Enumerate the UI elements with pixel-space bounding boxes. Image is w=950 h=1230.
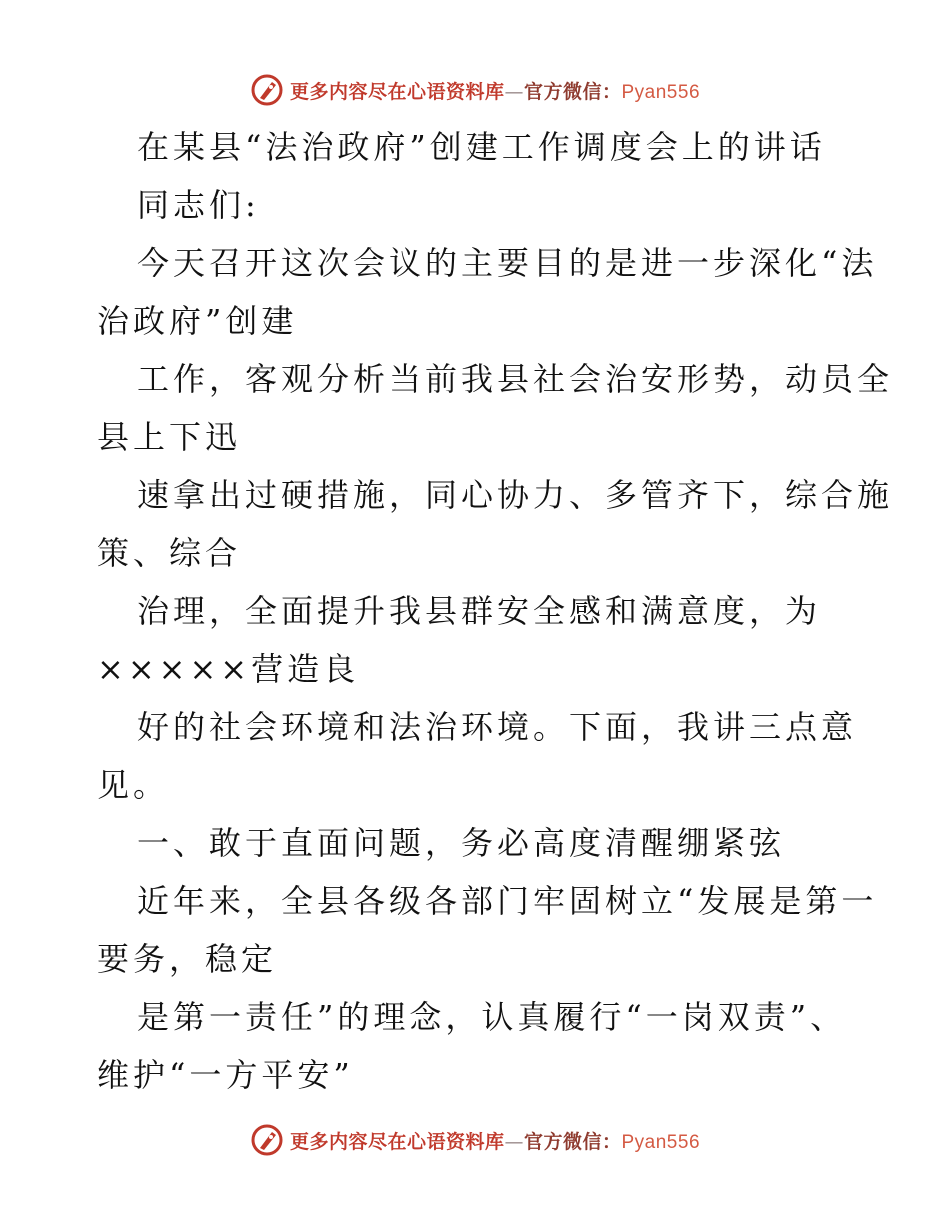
pen-nib-circle-icon — [250, 1123, 284, 1157]
paragraph-line: 治理，全面提升我县群安全感和满意度，为 — [137, 592, 822, 630]
paragraph-line: 近年来，全县各级各部门牢固树立“发展是第一 — [137, 882, 878, 920]
paragraph-line: 是第一责任”的理念，认真履行“一岗双责”、 — [137, 998, 847, 1036]
watermark-group — [250, 1123, 700, 1157]
document-title: 在某县“法治政府”创建工作调度会上的讲话 — [137, 128, 826, 166]
paragraph-line: 要务，稳定 — [97, 940, 278, 978]
paragraph-line: 治政府”创建 — [97, 302, 298, 340]
paragraph-line: 见。 — [97, 766, 170, 804]
watermark-wechat-id: Pyan556 — [621, 1131, 701, 1153]
pen-nib-circle-icon — [250, 73, 284, 107]
paragraph-line: 好的社会环境和法治环境。下面，我讲三点意 — [137, 708, 858, 746]
salutation: 同志们: — [137, 186, 260, 224]
paragraph-line: 县上下迅 — [97, 418, 242, 456]
document-body — [97, 118, 894, 1104]
paragraph-line: 策、综合 — [97, 534, 242, 572]
paragraph-line: 工作，客观分析当前我县社会治安形势，动员全 — [137, 360, 894, 398]
section-heading: 一、敢于直面问题，务必高度清醒绷紧弦 — [137, 824, 786, 862]
watermark-separator: — — [504, 1130, 524, 1153]
paragraph-line: ×××××营造良 — [97, 650, 360, 688]
watermark-group — [250, 73, 700, 107]
watermark-label: 官方微信： — [523, 1130, 622, 1153]
watermark-text — [290, 77, 700, 104]
watermark-brand: 更多内容尽在心语资料库 — [289, 1130, 505, 1153]
watermark-separator: — — [504, 80, 524, 103]
watermark-text — [290, 1127, 700, 1154]
paragraph-line: 维护“一方平安” — [97, 1056, 354, 1094]
footer-watermark — [0, 1120, 950, 1160]
paragraph-line: 今天召开这次会议的主要目的是进一步深化“法 — [137, 244, 878, 282]
watermark-brand: 更多内容尽在心语资料库 — [289, 80, 505, 103]
paragraph-line: 速拿出过硬措施，同心协力、多管齐下，综合施 — [137, 476, 894, 514]
watermark-label: 官方微信： — [523, 80, 622, 103]
watermark-wechat-id: Pyan556 — [621, 81, 701, 103]
header-watermark — [0, 70, 950, 110]
